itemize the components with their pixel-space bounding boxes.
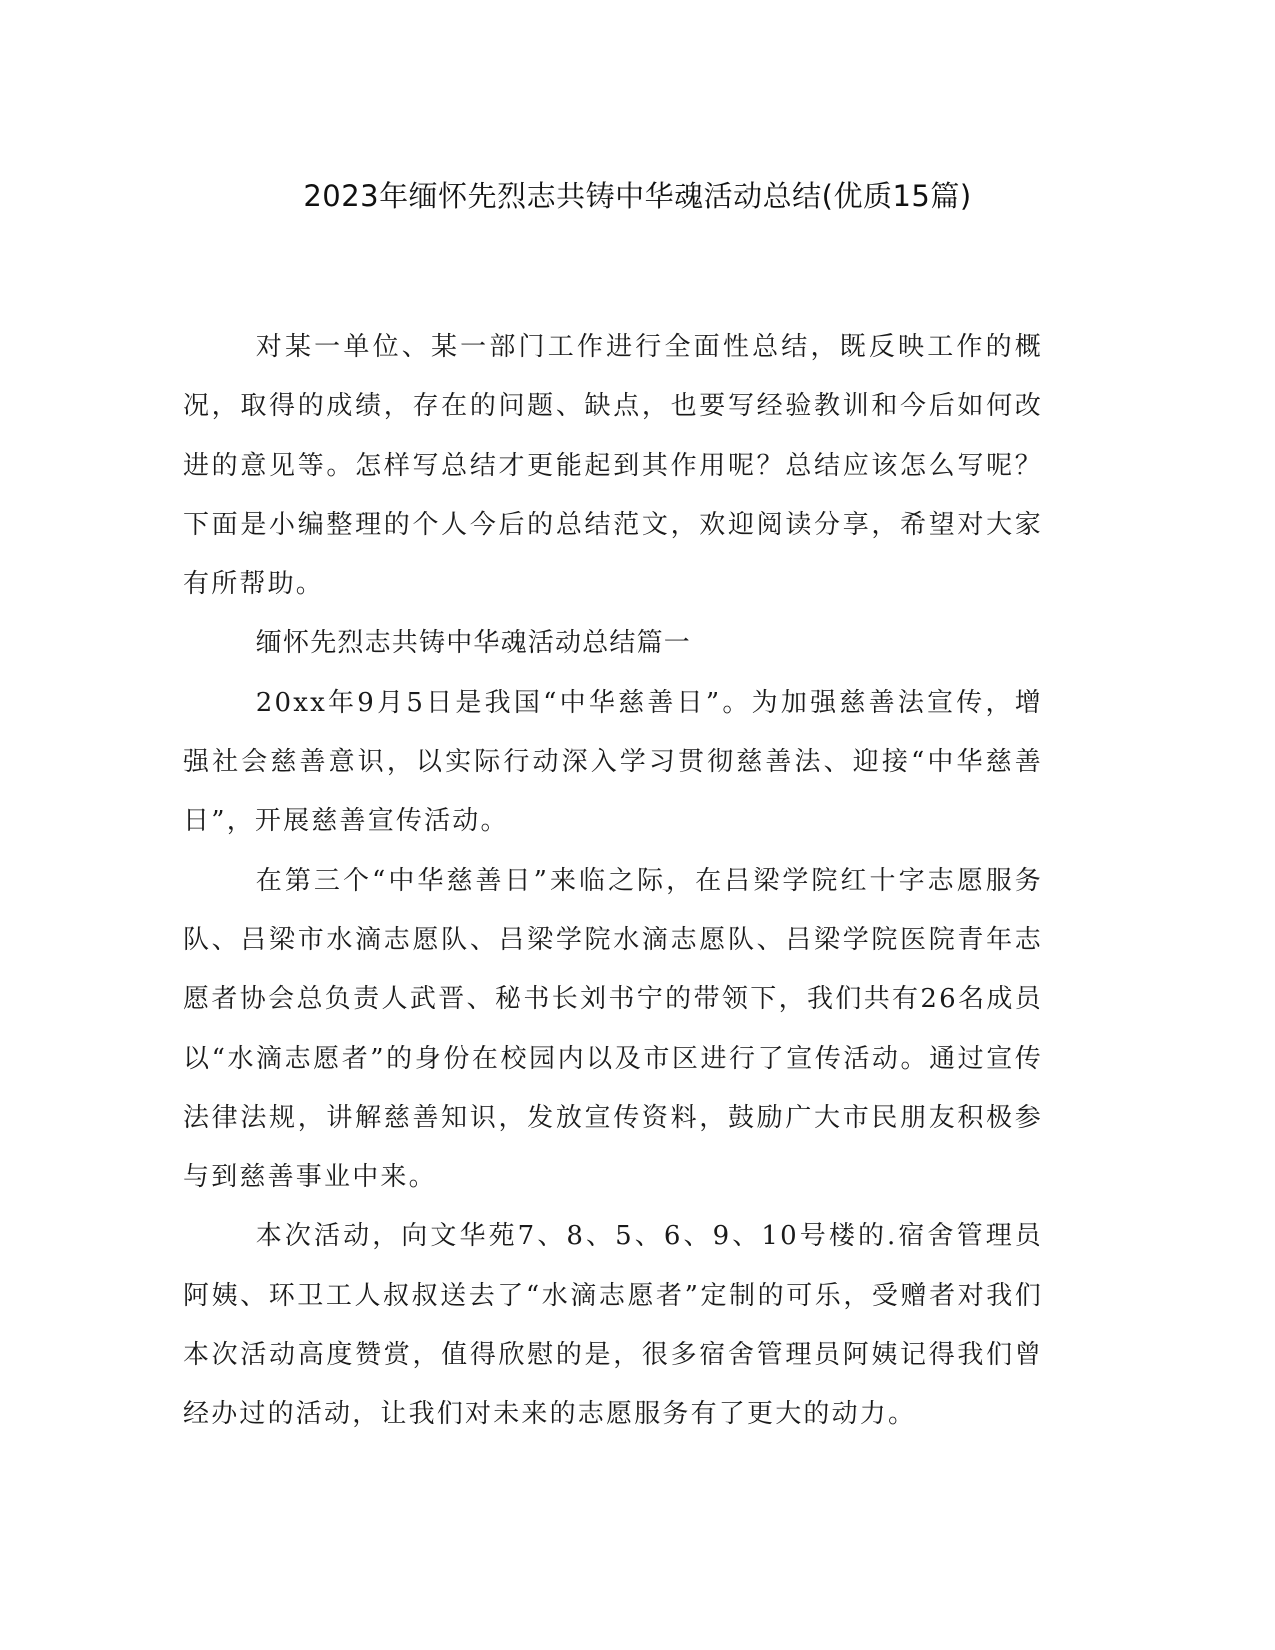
intro-paragraph: 对某一单位、某一部门工作进行全面性总结，既反映工作的概况，取得的成绩，存在的问题、缺点，也要写经验教训和今后如何改进的意见等。怎样写总结才更能起到其作用呢？总结应该怎么写呢？下面是小编整理的个人今后的总结范文，欢迎阅读分享，希望对大家有所帮助。 <box>183 332 1043 600</box>
body-paragraph: 本次活动，向文华苑7、8、5、6、9、10号楼的.宿舍管理员阿姨、环卫工人叔叔送去了“水滴志愿者”定制的可乐，受赠者对我们本次活动高度赞赏，值得欣慰的是，很多宿舍管理员阿姨记得我们曾经办过的活动，让我们对未来的志愿服务有了更大的动力。 <box>183 1221 1043 1430</box>
document-title: 2023年缅怀先烈志共铸中华魂活动总结(优质15篇) <box>303 179 972 213</box>
body-paragraph: 在第三个“中华慈善日”来临之际，在吕梁学院红十字志愿服务队、吕梁市水滴志愿队、吕梁学院水滴志愿队、吕梁学院医院青年志愿者协会总负责人武晋、秘书长刘书宁的带领下，我们共有26名成员以“水滴志愿者”的身份在校园内以及市区进行了宣传活动。通过宣传法律法规，讲解慈善知识，发放宣传资料，鼓励广大市民朋友积极参与到慈善事业中来。 <box>183 865 1043 1193</box>
section-heading: 缅怀先烈志共铸中华魂活动总结篇一 <box>255 628 691 659</box>
body-paragraph: 20xx年9月5日是我国“中华慈善日”。为加强慈善法宣传，增强社会慈善意识，以实际行动深入学习贯彻慈善法、迎接“中华慈善日”，开展慈善宣传活动。 <box>183 687 1043 837</box>
document-body <box>183 318 1043 1445</box>
